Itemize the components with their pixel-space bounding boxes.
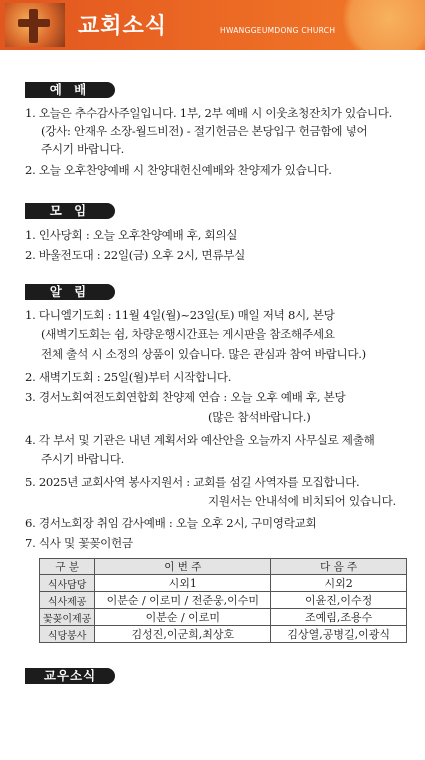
table-cell: 이분순 / 이로미 / 전준웅,이수미	[95, 592, 271, 609]
section-heading-members: 교우소식	[25, 668, 115, 684]
table-cell: 식사담당	[40, 575, 95, 592]
table-cell: 꽃꽂이제공	[40, 609, 95, 626]
table-row	[40, 609, 407, 626]
section-heading-notice: 알 림	[25, 284, 115, 300]
notice-line-11: 6. 경서노회장 취임 감사예배 : 오늘 오후 2시, 구미영락교회	[25, 516, 317, 530]
gathering-line-2: 2. 바울전도대 : 22일(금) 오후 2시, 면류부실	[25, 248, 246, 262]
table-cell: 시외1	[95, 575, 271, 592]
table-header-next-week: 다 음 주	[271, 559, 407, 575]
notice-line-9: 5. 2025년 교회사역 봉사지원서 : 교회를 섬길 사역자를 모집합니다.	[25, 475, 360, 489]
table-header-category: 구 분	[40, 559, 95, 575]
notice-line-5: 3. 경서노회여전도회연합회 찬양제 연습 : 오늘 오후 예배 후, 본당	[25, 390, 346, 404]
notice-line-1: 1. 다니엘기도회 : 11월 4일(월)~23일(토) 매일 저녁 8시, 본당	[25, 308, 335, 322]
table-cell: 조예림,조용수	[271, 609, 407, 626]
gathering-line-1: 1. 인사당회 : 오늘 오후찬양예배 후, 회의실	[25, 228, 238, 242]
notice-line-8: 주시기 바랍니다.	[41, 452, 125, 466]
church-name: HWANGGEUMDONG CHURCH	[220, 26, 336, 35]
notice-line-6: (많은 참석바랍니다.)	[208, 410, 311, 424]
table-cell: 식당봉사	[40, 626, 95, 643]
sun-decoration-icon	[343, 0, 425, 50]
header-banner	[0, 0, 425, 50]
section-heading-gathering: 모 임	[25, 203, 115, 219]
table-cell: 김성진,이군희,최상호	[95, 626, 271, 643]
worship-line-2: (강사: 안재우 소장-월드비전) - 절기헌금은 본당입구 헌금함에 넣어	[41, 124, 368, 138]
section-heading-worship: 예 배	[25, 82, 115, 98]
table-cell: 김상열,공병길,이광식	[271, 626, 407, 643]
worship-line-4: 2. 오늘 오후찬양예배 시 찬양대헌신예배와 찬양제가 있습니다.	[25, 163, 332, 177]
notice-line-7: 4. 각 부서 및 기관은 내년 계획서와 예산안을 오늘까지 사무실로 제출해	[25, 433, 375, 447]
notice-line-10: 지원서는 안내석에 비치되어 있습니다.	[208, 494, 396, 508]
notice-line-2: (새벽기도회는 쉼, 차량운행시간표는 게시판을 참조해주세요	[41, 327, 335, 341]
meal-flower-table	[39, 558, 407, 643]
table-header-this-week: 이 번 주	[95, 559, 271, 575]
notice-line-3: 전체 출석 시 소정의 상품이 있습니다. 많은 관심과 참여 바랍니다.)	[41, 347, 366, 361]
notice-line-4: 2. 새벽기도회 : 25일(월)부터 시작합니다.	[25, 370, 232, 384]
table-cell: 이윤진,이수정	[271, 592, 407, 609]
table-cell: 식사제공	[40, 592, 95, 609]
worship-line-1: 1. 오늘은 추수감사주일입니다. 1부, 2부 예배 시 이웃초청잔치가 있습니다.	[25, 106, 393, 120]
table-row	[40, 575, 407, 592]
table-header-row	[40, 559, 407, 575]
table-row	[40, 592, 407, 609]
notice-line-12: 7. 식사 및 꽃꽂이헌금	[25, 536, 133, 550]
table-cell: 이분순 / 이로미	[95, 609, 271, 626]
worship-line-3: 주시기 바랍니다.	[41, 142, 125, 156]
table-cell: 시외2	[271, 575, 407, 592]
page-title: 교회소식	[78, 14, 168, 39]
cross-logo-icon	[5, 3, 65, 47]
table-row	[40, 626, 407, 643]
